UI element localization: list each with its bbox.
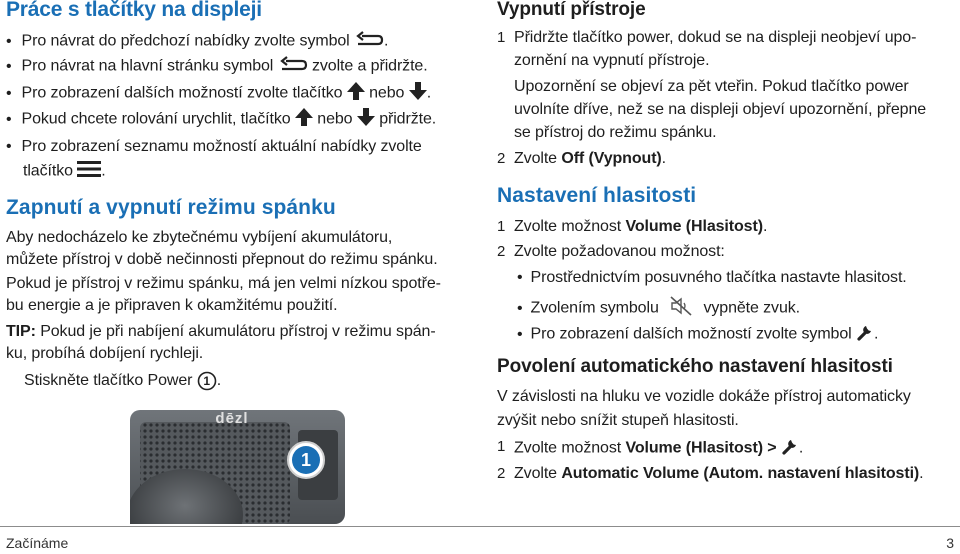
tip-line-2: ku, probíhá dobíjení rychleji.: [6, 345, 204, 362]
bullet-item-back: • Pro návrat do předchozí nabídky zvolte symbol .: [6, 31, 388, 52]
device-image: [130, 410, 345, 524]
callout-number-icon: 1: [197, 371, 217, 391]
sleep-para-1-line-2: můžete přístroj v době nečinnosti přepnout do režimu spánku.: [6, 251, 438, 268]
wrench-icon: [856, 323, 874, 346]
auto-step-2: Zvolte Automatic Volume (Autom. nastavení hlasitosti).: [514, 465, 924, 482]
device-callout-label: 1: [300, 450, 311, 470]
auto-para-line-1: V závislosti na hluku ve vozidle dokáže přístroj automaticky: [497, 388, 911, 405]
sleep-para-2-line-1: Pokud je přístroj v režimu spánku, má jen velmi nízkou spotře-: [6, 275, 441, 292]
off-step-1-line-3: Upozornění se objeví za pět vteřin. Pokud tlačítko power: [514, 78, 909, 95]
down-arrow-icon: [409, 82, 427, 105]
footer-rule: [0, 526, 960, 527]
auto-step-1: Zvolte možnost Volume (Hlasitost) > .: [514, 437, 803, 460]
volume-option-mute: • Zvolením symbolu vypněte zvuk.: [517, 296, 800, 321]
volume-option-slider: • Prostřednictvím posuvného tlačítka nastavte hlasitost.: [517, 269, 907, 286]
footer-section: Začínáme: [6, 535, 69, 551]
bullet-item-home: • Pro návrat na hlavní stránku symbol zvolte a přidržte.: [6, 56, 428, 77]
up-arrow-icon: [295, 108, 313, 131]
off-step-1-line-1: Přidržte tlačítko power, dokud se na displeji neobjeví upo-: [514, 29, 917, 46]
off-step-1-number: 1: [497, 29, 506, 46]
mute-icon: [669, 296, 693, 321]
off-step-2: Zvolte Off (Vypnout).: [514, 150, 667, 167]
home-back-icon: [278, 56, 308, 77]
menu-icon: [77, 160, 101, 183]
volume-step-2-number: 2: [497, 243, 506, 260]
off-step-1-line-4: uvolníte dříve, než se na displeji objeví upozornění, přepne: [514, 101, 927, 118]
auto-volume-heading: Povolení automatického nastavení hlasitosti: [497, 356, 893, 377]
auto-step-2-number: 2: [497, 465, 506, 482]
sleep-para-1-line-1: Aby nedocházelo ke zbytečnému vybíjení akumulátoru,: [6, 229, 393, 246]
volume-step-2: Zvolte požadovanou možnost:: [514, 243, 725, 260]
bullet-item-menu-cont: tlačítko .: [23, 160, 106, 183]
tip-line-1: TIP: Pokud je při nabíjení akumulátoru přístroj v režimu spán-: [6, 323, 436, 340]
off-step-2-number: 2: [497, 150, 506, 167]
power-off-heading: Vypnutí přístroje: [497, 0, 646, 20]
auto-para-line-2: zvýšit nebo snížit stupeň hlasitosti.: [497, 412, 739, 429]
up-arrow-icon: [347, 82, 365, 105]
tip-label: TIP:: [6, 323, 36, 340]
volume-step-1-number: 1: [497, 218, 506, 235]
footer-page-number: 3: [946, 535, 954, 551]
down-arrow-icon: [357, 108, 375, 131]
volume-option-more: • Pro zobrazení dalších možností zvolte symbol .: [517, 323, 878, 346]
buttons-heading: Práce s tlačítky na displeji: [6, 0, 262, 21]
volume-heading: Nastavení hlasitosti: [497, 184, 697, 207]
bullet-item-scroll: • Pokud chcete rolování urychlit, tlačítko nebo přidržte.: [6, 108, 436, 131]
bullet-item-more: • Pro zobrazení dalších možností zvolte tlačítko nebo .: [6, 82, 431, 105]
sleep-heading: Zapnutí a vypnutí režimu spánku: [6, 196, 336, 219]
wrench-icon: [781, 437, 799, 460]
sleep-para-2-line-2: bu energie a je připraven k okamžitému použití.: [6, 297, 338, 314]
sleep-step: Stiskněte tlačítko Power 1 .: [24, 372, 222, 390]
bullet-item-menu: • Pro zobrazení seznamu možností aktuální nabídky zvolte: [6, 138, 422, 155]
off-step-1-line-5: se přístroj do režimu spánku.: [514, 124, 717, 141]
volume-step-1: Zvolte možnost Volume (Hlasitost).: [514, 218, 768, 235]
off-step-1-line-2: zornění na vypnutí přístroje.: [514, 52, 710, 69]
back-arrow-icon: [354, 31, 384, 52]
device-logo: dēzl: [215, 410, 249, 427]
auto-step-1-number: 1: [497, 438, 506, 455]
